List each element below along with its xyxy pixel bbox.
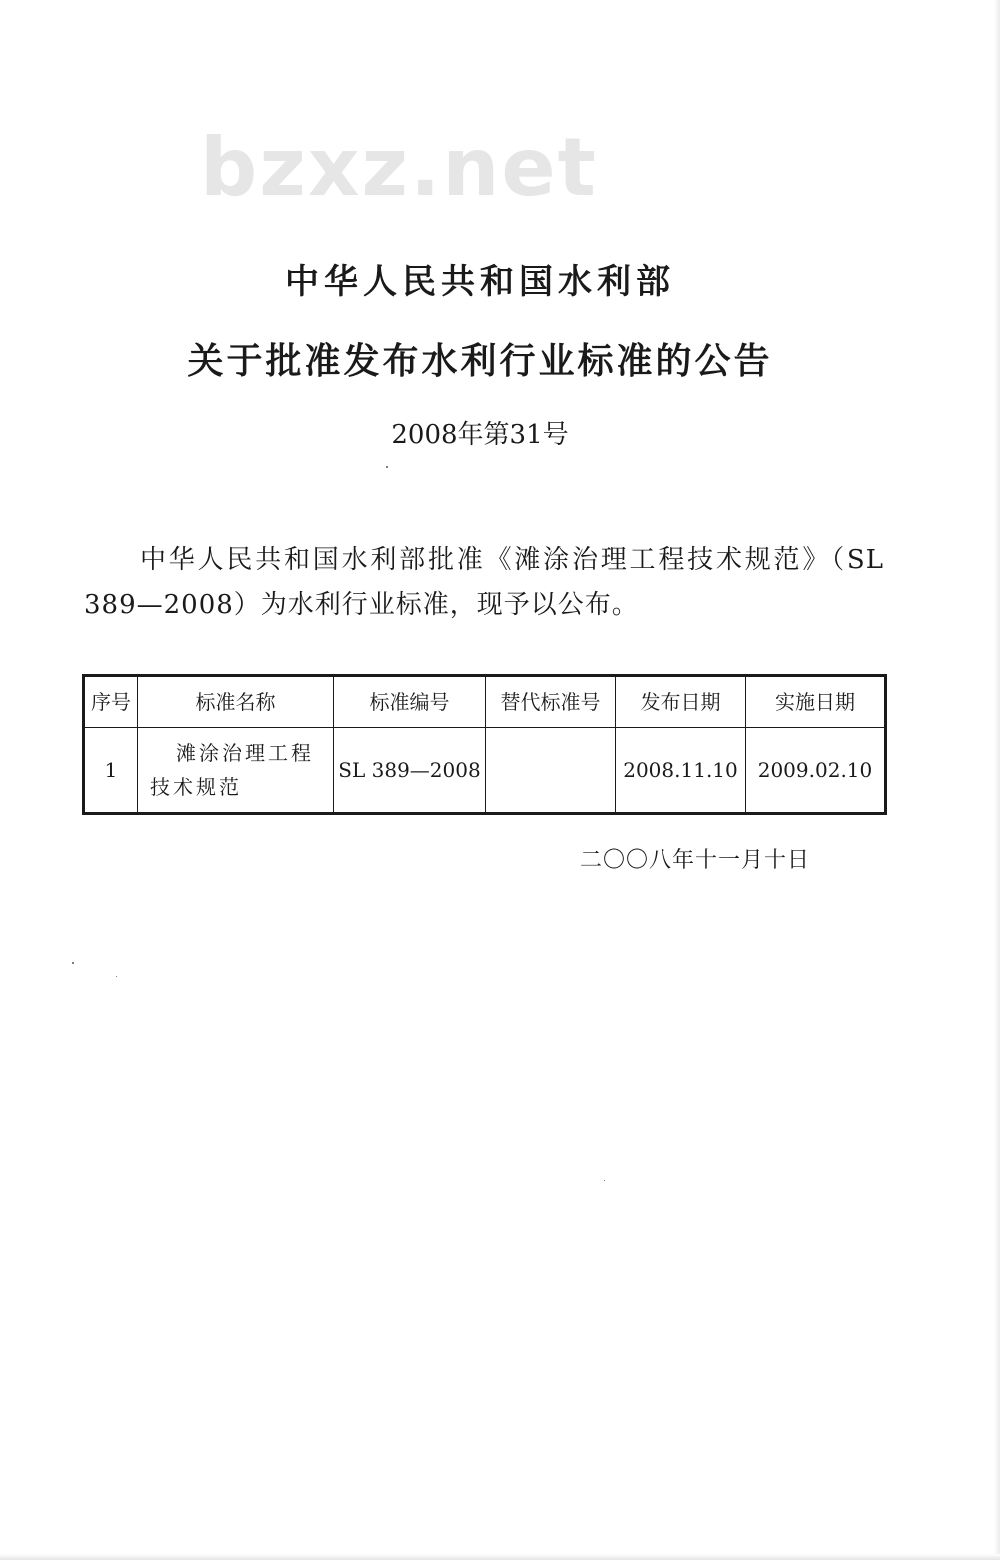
cell-code: SL 389—2008 [334,728,486,814]
watermark: bzxz.net [200,121,598,214]
cell-effective-date: 2009.02.10 [746,728,886,814]
announcement-title: 关于批准发布水利行业标准的公告 [187,340,773,382]
scan-speck [72,962,74,964]
announcement-body: 中华人民共和国水利部批准《滩涂治理工程技术规范》（SL 389—2008）为水利行业标准，现予以公布。 [84,545,884,620]
header-code: 标准编号 [334,676,486,728]
cell-replaces [486,728,616,814]
cell-name [138,728,334,814]
date-signature: 二〇〇八年十一月十日 [580,848,811,873]
scan-speck [386,466,388,468]
page-edge-shadow [994,0,1000,1560]
header-effective-date: 实施日期 [746,676,886,728]
cell-index: 1 [84,728,138,814]
header-index: 序号 [84,676,138,728]
cell-publish-date: 2008.11.10 [616,728,746,814]
header-name: 标准名称 [138,676,334,728]
scan-speck [116,976,117,977]
standards-table [82,674,887,815]
page-bottom-shadow [0,1554,1000,1560]
issuer-heading: 中华人民共和国水利部 [285,262,675,302]
table-row [84,728,886,814]
announcement-number: 2008年第31号 [391,420,569,450]
scan-speck [604,1180,605,1181]
header-publish-date: 发布日期 [616,676,746,728]
table-header-row [84,676,886,728]
cell-name-line2: 技术规范 [150,775,242,799]
header-replaces: 替代标准号 [486,676,616,728]
cell-name-line1: 滩涂治理工程 [176,741,314,765]
